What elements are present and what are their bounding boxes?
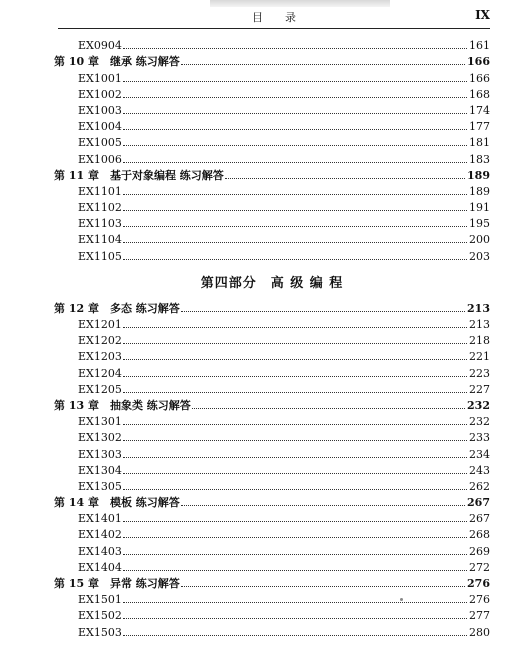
dot-leader <box>123 376 467 377</box>
dot-leader <box>123 210 467 211</box>
dot-leader <box>181 64 465 65</box>
toc-exercise-entry[interactable] <box>54 525 490 541</box>
toc-entry-page-number: 191 <box>469 201 490 215</box>
dot-leader <box>123 327 467 328</box>
toc-entry-label: EX1006 <box>78 152 122 166</box>
toc-entry-label: EX1101 <box>78 184 122 198</box>
toc-entry-page-number: 174 <box>469 103 490 117</box>
toc-exercise-entry[interactable] <box>54 149 490 165</box>
dot-leader <box>123 440 467 441</box>
toc-entry-label: EX1501 <box>78 593 122 607</box>
toc-entry-page-number: 183 <box>469 152 490 166</box>
toc-entry-page-number: 166 <box>469 71 490 85</box>
dot-leader <box>123 129 467 130</box>
toc-exercise-entry[interactable] <box>54 444 490 460</box>
toc-entry-page-number: 213 <box>467 301 490 315</box>
dot-leader <box>123 602 467 603</box>
toc-chapter-entry[interactable] <box>54 396 490 412</box>
toc-entry-page-number: 181 <box>469 136 490 150</box>
toc-entry-page-number: 161 <box>469 39 490 53</box>
toc-entry-page-number: 203 <box>469 249 490 263</box>
dot-leader <box>181 586 465 587</box>
toc-entry-page-number: 276 <box>469 593 490 607</box>
toc-entry-label: EX1202 <box>78 334 122 348</box>
toc-entry-page-number: 177 <box>469 120 490 134</box>
dot-leader <box>225 178 465 179</box>
dot-leader <box>123 81 467 82</box>
dot-leader <box>123 226 467 227</box>
dot-leader <box>123 570 467 571</box>
toc-exercise-entry[interactable] <box>54 214 490 230</box>
toc-exercise-entry[interactable] <box>54 117 490 133</box>
dot-leader <box>123 259 467 260</box>
toc-entry-label: EX1204 <box>78 366 122 380</box>
toc-entry-page-number: 189 <box>467 168 490 182</box>
scan-speck <box>400 598 403 601</box>
dot-leader <box>123 521 467 522</box>
toc-entry-label: EX1402 <box>78 528 122 542</box>
toc-entry-page-number: 267 <box>469 512 490 526</box>
table-of-contents <box>54 36 490 639</box>
toc-entry-label: EX1005 <box>78 136 122 150</box>
dot-leader <box>123 457 467 458</box>
dot-leader <box>123 424 467 425</box>
toc-exercise-entry[interactable] <box>54 230 490 246</box>
toc-entry-label: EX0904 <box>78 39 122 53</box>
toc-exercise-entry[interactable] <box>54 36 490 52</box>
toc-exercise-entry[interactable] <box>54 315 490 331</box>
page-header <box>58 8 490 29</box>
toc-exercise-entry[interactable] <box>54 85 490 101</box>
toc-chapter-entry[interactable] <box>54 52 490 68</box>
toc-entry-label: 第 15 章 异常 练习解答 <box>54 577 180 590</box>
dot-leader <box>123 473 467 474</box>
dot-leader <box>123 392 467 393</box>
toc-entry-label: EX1304 <box>78 463 122 477</box>
toc-exercise-entry[interactable] <box>54 182 490 198</box>
part-heading: 第四部分 高 级 编 程 <box>200 276 344 292</box>
toc-entry-label: 第 11 章 基于对象编程 练习解答 <box>54 168 224 182</box>
toc-entry-label: 第 13 章 抽象类 练习解答 <box>54 398 191 412</box>
toc-exercise-entry[interactable] <box>54 590 490 606</box>
toc-entry-page-number: 272 <box>469 560 490 574</box>
toc-entry-label: EX1002 <box>78 87 122 101</box>
toc-entry-label: EX1301 <box>78 415 122 429</box>
toc-entry-page-number: 268 <box>469 528 490 542</box>
toc-entry-label: EX1003 <box>78 103 122 117</box>
toc-entry-page-number: 221 <box>469 350 490 364</box>
toc-exercise-entry[interactable] <box>54 380 490 396</box>
toc-exercise-entry[interactable] <box>54 68 490 84</box>
toc-exercise-entry[interactable] <box>54 363 490 379</box>
toc-entry-label: EX1302 <box>78 431 122 445</box>
toc-entry-label: EX1105 <box>78 249 122 263</box>
toc-entry-page-number: 276 <box>467 577 490 590</box>
toc-chapter-entry[interactable] <box>54 166 490 182</box>
toc-exercise-entry[interactable] <box>54 428 490 444</box>
toc-entry-page-number: 277 <box>469 609 490 623</box>
toc-entry-label: EX1205 <box>78 382 122 396</box>
toc-exercise-entry[interactable] <box>54 509 490 525</box>
toc-entry-label: 第 12 章 多态 练习解答 <box>54 301 180 315</box>
toc-exercise-entry[interactable] <box>54 101 490 117</box>
toc-entry-page-number: 213 <box>469 318 490 331</box>
toc-exercise-entry[interactable] <box>54 412 490 428</box>
toc-entry-label: EX1303 <box>78 447 122 461</box>
toc-entry-label: EX1502 <box>78 609 122 623</box>
dot-leader <box>123 194 467 195</box>
toc-exercise-entry[interactable] <box>54 246 490 262</box>
dot-leader <box>123 113 467 114</box>
toc-exercise-entry[interactable] <box>54 133 490 149</box>
toc-entry-page-number: 267 <box>467 496 490 510</box>
toc-entry-page-number: 232 <box>469 415 490 429</box>
toc-entry-page-number: 168 <box>469 87 490 101</box>
toc-entry-label: EX1104 <box>78 233 122 247</box>
toc-entry-page-number: 166 <box>467 55 490 69</box>
dot-leader <box>123 554 467 555</box>
toc-entry-page-number: 262 <box>469 479 490 493</box>
toc-entry-label: EX1201 <box>78 318 122 331</box>
toc-entry-label: EX1503 <box>78 625 122 639</box>
dot-leader <box>123 618 467 619</box>
dot-leader <box>181 505 465 506</box>
toc-entry-page-number: 195 <box>469 217 490 231</box>
dot-leader <box>123 48 467 49</box>
dot-leader <box>123 489 467 490</box>
toc-exercise-entry[interactable] <box>54 347 490 363</box>
toc-entry-page-number: 233 <box>469 431 490 445</box>
toc-entry-label: EX1001 <box>78 71 122 85</box>
toc-entry-page-number: 269 <box>469 544 490 558</box>
toc-entry-page-number: 189 <box>469 184 490 198</box>
dot-leader <box>123 343 467 344</box>
toc-exercise-entry[interactable] <box>54 198 490 214</box>
toc-exercise-entry[interactable] <box>54 622 490 638</box>
dot-leader <box>181 311 465 312</box>
header-page-number: IX <box>475 8 490 22</box>
toc-entry-label: EX1404 <box>78 560 122 574</box>
dot-leader <box>123 97 467 98</box>
toc-entry-label: EX1102 <box>78 201 122 215</box>
toc-entry-label: EX1103 <box>78 217 122 231</box>
toc-chapter-entry[interactable] <box>54 299 490 315</box>
toc-entry-page-number: 223 <box>469 366 490 380</box>
dot-leader <box>123 635 467 636</box>
dot-leader <box>192 408 465 409</box>
toc-entry-page-number: 200 <box>469 233 490 247</box>
toc-entry-label: EX1403 <box>78 544 122 558</box>
toc-chapter-entry[interactable] <box>54 493 490 509</box>
dot-leader <box>123 145 467 146</box>
toc-entry-label: EX1305 <box>78 479 122 493</box>
dot-leader <box>123 537 467 538</box>
dot-leader <box>123 162 467 163</box>
toc-exercise-entry[interactable] <box>54 606 490 622</box>
toc-entry-page-number: 218 <box>469 334 490 348</box>
toc-exercise-entry[interactable] <box>54 331 490 347</box>
toc-exercise-entry[interactable] <box>54 541 490 557</box>
header-title: 目 录 <box>252 11 296 24</box>
toc-exercise-entry[interactable] <box>54 461 490 477</box>
toc-entry-page-number: 232 <box>467 398 490 412</box>
toc-entry-page-number: 243 <box>469 463 490 477</box>
toc-entry-label: EX1203 <box>78 350 122 364</box>
toc-entry-label: EX1004 <box>78 120 122 134</box>
toc-entry-label: 第 14 章 模板 练习解答 <box>54 496 180 510</box>
toc-entry-label: EX1401 <box>78 512 122 526</box>
toc-entry-page-number: 280 <box>469 625 490 639</box>
toc-exercise-entry[interactable] <box>54 558 490 574</box>
toc-exercise-entry[interactable] <box>54 477 490 493</box>
toc-chapter-entry[interactable] <box>54 574 490 590</box>
toc-entry-label: 第 10 章 继承 练习解答 <box>54 55 180 69</box>
toc-entry-page-number: 234 <box>469 447 490 461</box>
dot-leader <box>123 242 467 243</box>
toc-entry-page-number: 227 <box>469 382 490 396</box>
scan-shadow <box>210 0 390 7</box>
dot-leader <box>123 359 467 360</box>
